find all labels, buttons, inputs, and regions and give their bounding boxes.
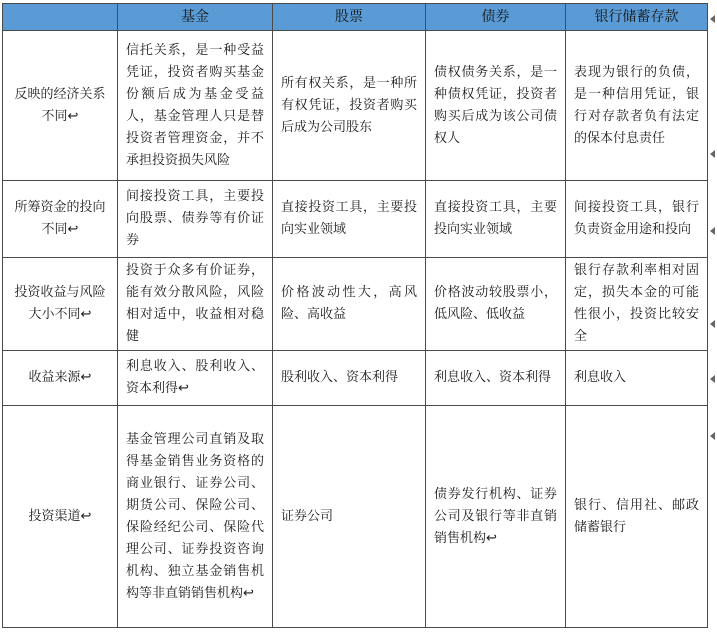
table-cell: 所有权关系，是一种所有权凭证，投资者购买后成为公司股东 (273, 31, 426, 181)
row-end-marker (710, 375, 715, 383)
table-cell: 证券公司 (273, 406, 426, 628)
table-cell: 基金管理公司直销及取得基金销售业务资格的商业银行、证券公司、期货公司、保险公司、保险经纪公司、保险代理公司、证券投资咨询机构、独立基金销售机构等非直销销售机构↩ (118, 406, 273, 628)
table-cell: 利息收入 (566, 351, 708, 406)
header-bank-deposit: 银行储蓄存款 (566, 4, 708, 31)
table-row (3, 406, 708, 628)
header-fund: 基金 (118, 4, 273, 31)
row-end-marker (710, 320, 715, 328)
table-cell: 直接投资工具，主要投向实业领域 (426, 181, 566, 258)
header-bond: 债券 (426, 4, 566, 31)
comparison-table (2, 3, 708, 628)
row-label: 所筹资金的投向不同↩ (3, 181, 118, 258)
table-cell: 直接投资工具，主要投向实业领域 (273, 181, 426, 258)
header-corner (3, 4, 118, 31)
table-cell: 银行、信用社、邮政储蓄银行 (566, 406, 708, 628)
table-cell: 股利收入、资本利得 (273, 351, 426, 406)
row-label: 投资渠道↩ (3, 406, 118, 628)
table-row (3, 31, 708, 181)
row-label: 反映的经济关系不同↩ (3, 31, 118, 181)
row-end-marker (710, 227, 715, 235)
table-cell: 债券发行机构、证券公司及银行等非直销销售机构↩ (426, 406, 566, 628)
row-end-marker (710, 432, 715, 440)
table-cell: 间接投资工具，主要投向股票、债券等有价证券 (118, 181, 273, 258)
row-end-marker (710, 15, 715, 23)
row-label: 投资收益与风险大小不同↩ (3, 258, 118, 351)
table-cell: 银行存款利率相对固定，损失本金的可能性很小，投资比较安全 (566, 258, 708, 351)
table-row (3, 258, 708, 351)
table-row (3, 181, 708, 258)
table-cell: 投资于众多有价证券，能有效分散风险，风险相对适中，收益相对稳健 (118, 258, 273, 351)
table-cell: 间接投资工具，银行负责资金用途和投向 (566, 181, 708, 258)
table-cell: 利息收入、股利收入、资本利得↩ (118, 351, 273, 406)
row-end-marker (710, 150, 715, 158)
table-cell: 价格波动较股票小，低风险、低收益 (426, 258, 566, 351)
table-cell: 表现为银行的负债，是一种信用凭证，银行对存款者负有法定的保本付息责任 (566, 31, 708, 181)
row-label: 收益来源↩ (3, 351, 118, 406)
table-cell: 价格波动性大，高风险、高收益 (273, 258, 426, 351)
table-cell: 信托关系，是一种受益凭证，投资者购买基金份额后成为基金受益人，基金管理人只是替投资者管理资金，并不承担投资损失风险 (118, 31, 273, 181)
table-cell: 债权债务关系，是一种债权凭证，投资者购买后成为该公司债权人 (426, 31, 566, 181)
table-row (3, 351, 708, 406)
header-row (3, 4, 708, 31)
header-stock: 股票 (273, 4, 426, 31)
table-cell: 利息收入、资本利得 (426, 351, 566, 406)
